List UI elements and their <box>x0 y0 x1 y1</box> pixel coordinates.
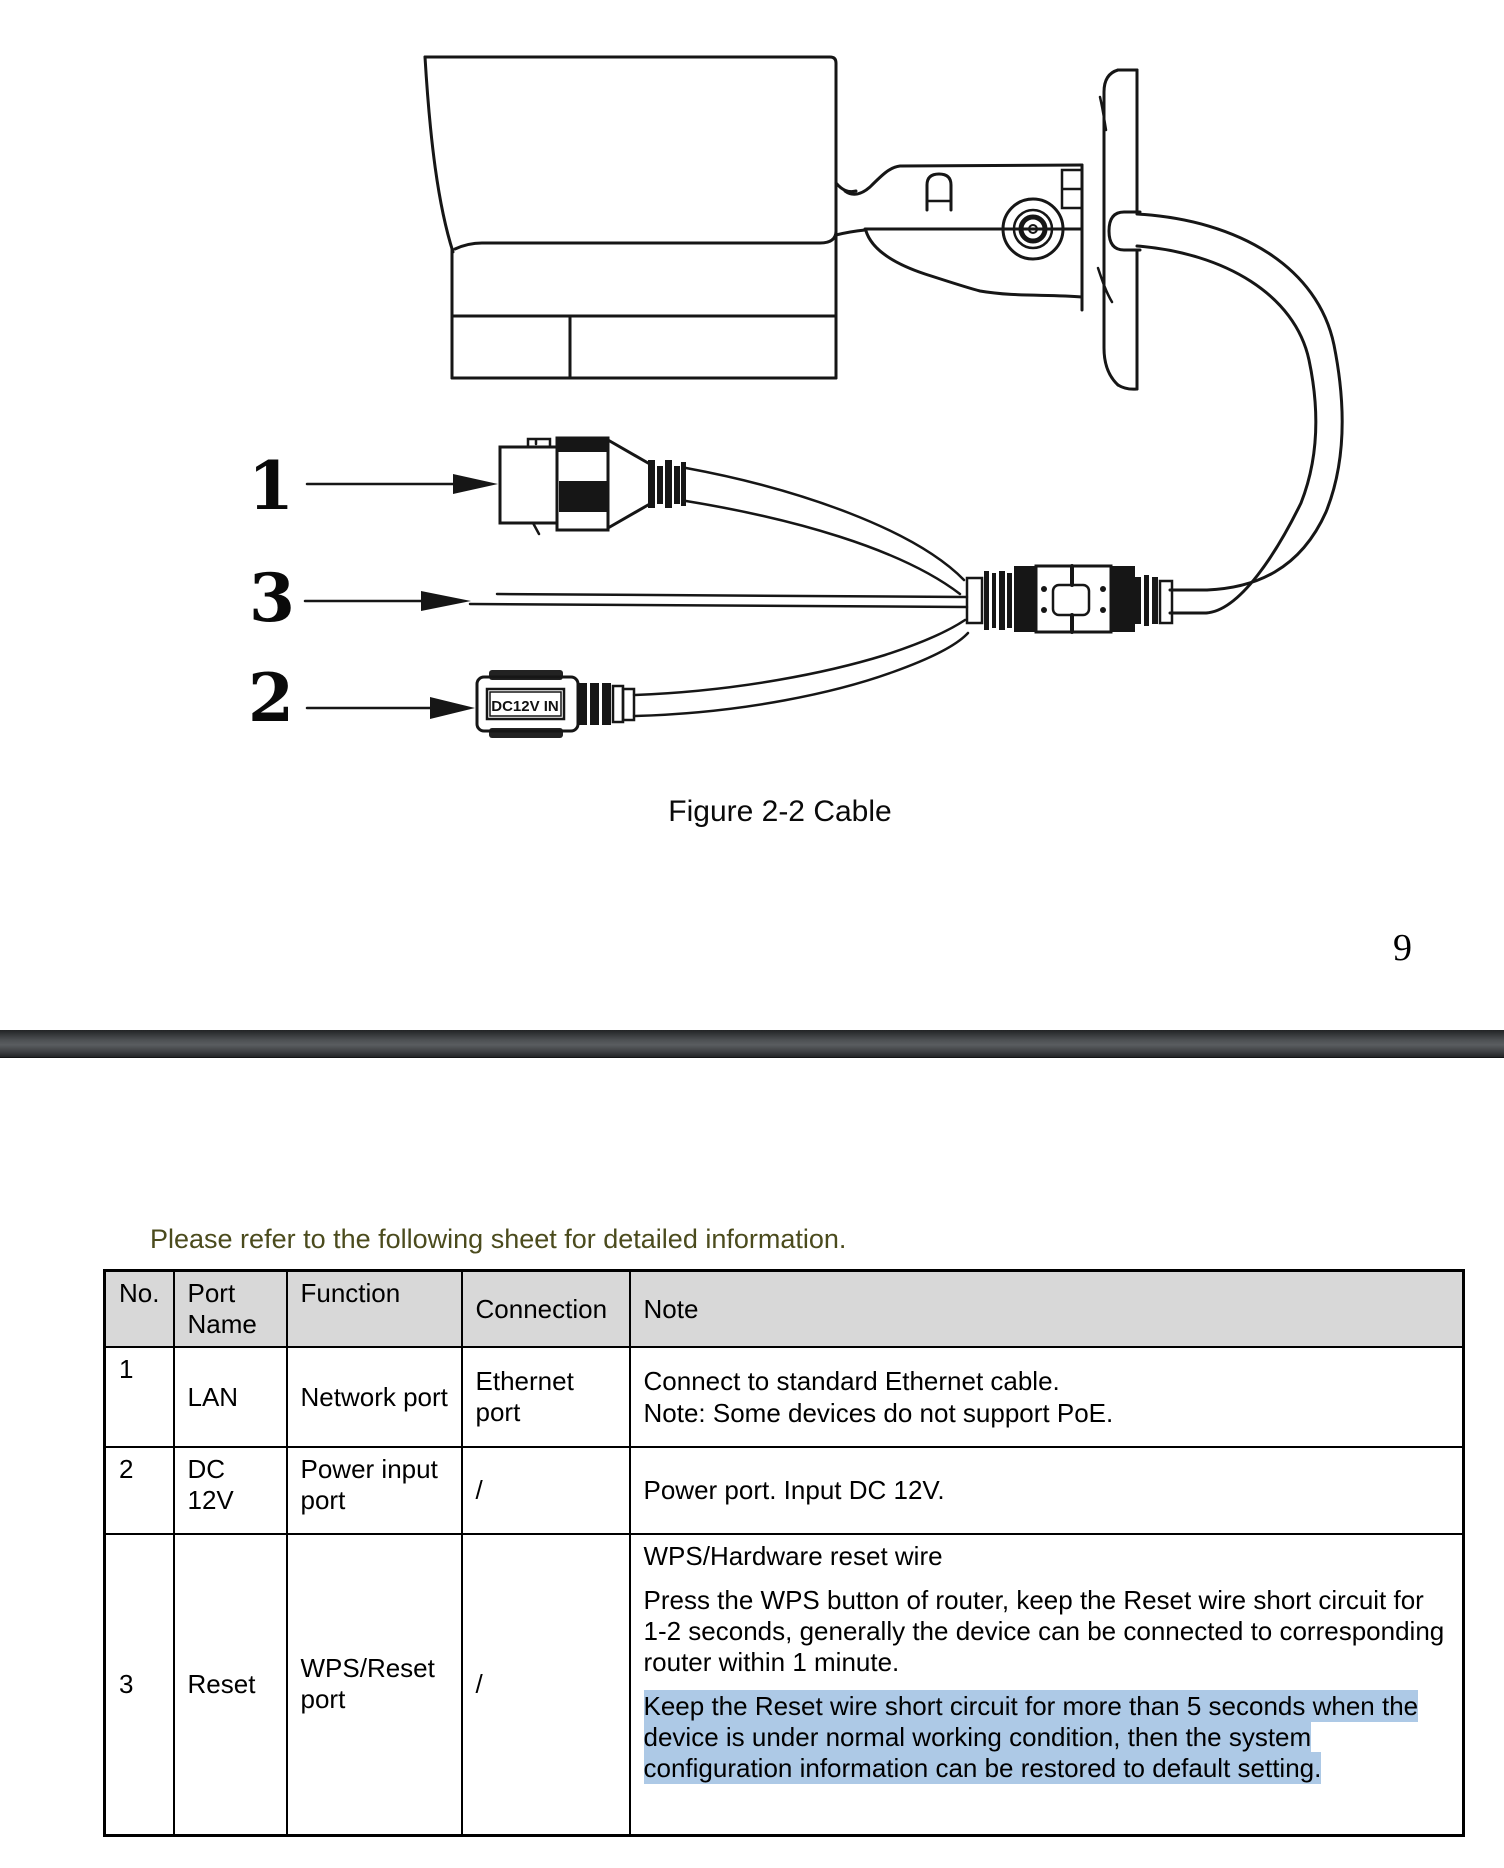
mount-bracket-arm <box>836 165 1082 310</box>
ports-table <box>103 1269 1465 1837</box>
cell-no: 2 <box>105 1447 174 1534</box>
arrow-1 <box>307 474 498 494</box>
cell-function: Power input port <box>287 1447 462 1534</box>
table-row <box>105 1447 1464 1534</box>
note-paragraph <box>644 1691 1453 1784</box>
page-separator <box>0 1030 1504 1058</box>
header-no: No. <box>105 1271 174 1348</box>
table-row <box>105 1347 1464 1447</box>
cell-port-name: LAN <box>174 1347 287 1447</box>
cable-loop <box>1137 214 1342 613</box>
header-port-name: Port Name <box>174 1271 287 1348</box>
figure-caption: Figure 2-2 Cable <box>668 795 892 828</box>
highlighted-text: Keep the Reset wire short circuit for more than 5 seconds when the device is under normal working condition, then the system configuration information can be restored to default setting. <box>643 1691 1419 1783</box>
header-note: Note <box>630 1271 1464 1348</box>
table-header-row <box>105 1271 1464 1348</box>
cell-function: Network port <box>287 1347 462 1447</box>
page-number: 9 <box>1393 927 1412 969</box>
cell-connection: / <box>462 1447 630 1534</box>
cell-note: Power port. Input DC 12V. <box>630 1447 1464 1534</box>
camera-body <box>425 57 836 378</box>
cell-no: 3 <box>105 1534 174 1835</box>
callouts <box>248 447 295 737</box>
callout-label-3: 3 <box>249 559 295 637</box>
intro-text: Please refer to the following sheet for detailed information. <box>150 1224 847 1254</box>
note-line: Connect to standard Ethernet cable. <box>643 1366 1060 1396</box>
note-line: Note: Some devices do not support PoE. <box>643 1398 1114 1428</box>
header-function: Function <box>287 1271 462 1348</box>
cell-note <box>630 1534 1464 1835</box>
reset-wire <box>470 594 967 607</box>
bracket-steps <box>1062 170 1082 208</box>
note-paragraph: WPS/Hardware reset wire <box>643 1541 943 1571</box>
cell-connection: Ethernet port <box>462 1347 630 1447</box>
arrow-2 <box>307 697 475 719</box>
cell-port-name: Reset <box>174 1534 287 1835</box>
screw-knob <box>927 174 951 210</box>
wall-plate <box>1098 70 1140 389</box>
arrow-3 <box>305 591 471 611</box>
dc-plug-label: DC12V IN <box>491 698 559 715</box>
rj45-cable <box>686 468 964 594</box>
callout-label-1: 1 <box>248 447 294 525</box>
callout-arrows <box>305 474 498 719</box>
cell-connection: / <box>462 1534 630 1835</box>
dc-power-connector <box>477 620 968 738</box>
dc-cable <box>634 620 968 716</box>
cell-function: WPS/Reset port <box>287 1534 462 1835</box>
cable-grommet <box>1109 212 1140 250</box>
note-paragraph: Press the WPS button of router, keep the Reset wire short circuit for 1-2 seconds, generally the device can be connected to corresponding router within 1 minute. <box>643 1585 1445 1677</box>
cell-no: 1 <box>105 1347 174 1447</box>
callout-label-2: 2 <box>248 659 294 737</box>
rj45-connector <box>500 438 964 594</box>
cell-note <box>630 1347 1464 1447</box>
table-row <box>105 1534 1464 1835</box>
junction-connector <box>967 566 1207 632</box>
header-connection: Connection <box>462 1271 630 1348</box>
cell-port-name: DC 12V <box>174 1447 287 1534</box>
